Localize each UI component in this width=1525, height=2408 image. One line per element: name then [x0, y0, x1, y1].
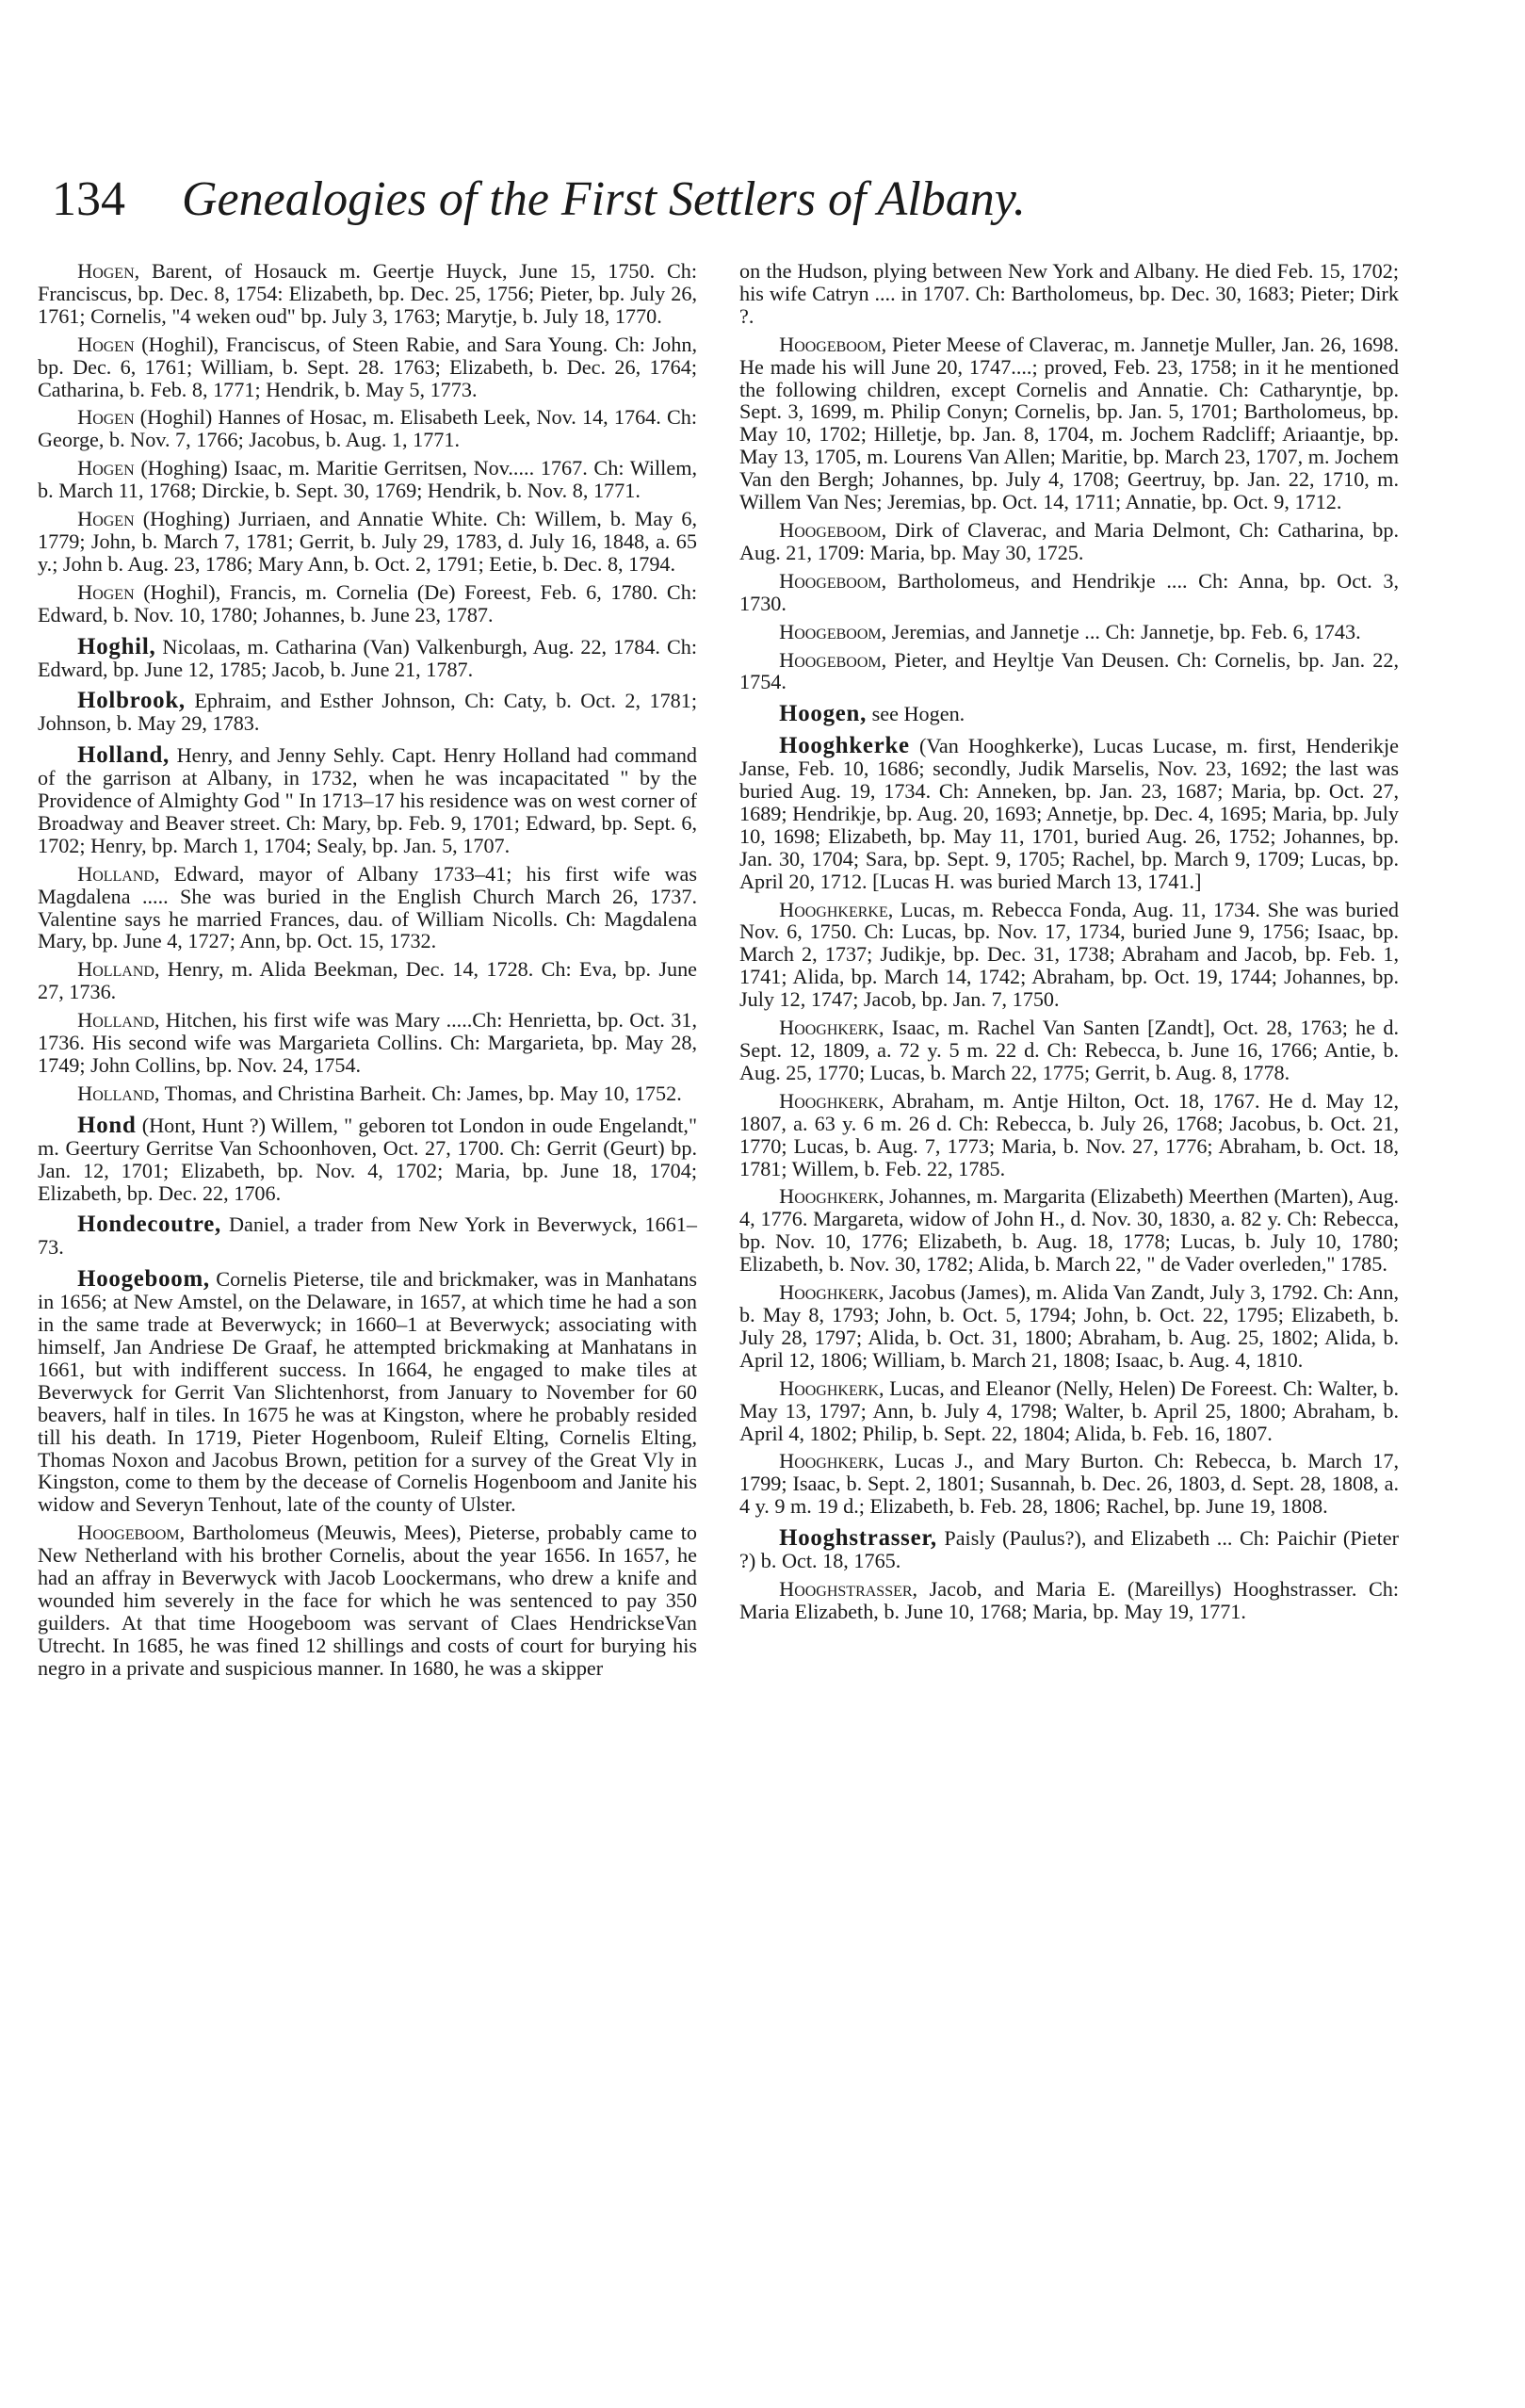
right-column	[739, 260, 1399, 1629]
entry-text: Abraham, m. Antje Hilton, Oct. 18, 1767. He d. May 12, 1807, a. 63 y. 6 m. 26 d. Ch: Rebecca, b. July 26, 1768; Jacobus, b. Oct. 21, 1770; Lucas, b. Aug. 7, 1773; Maria, b. Nov. 27, 1776; Abraham, b. Oct. 18, 1781; Willem, b. Feb. 22, 1785.	[739, 1088, 1399, 1180]
surname-heading: Holbrook,	[77, 688, 186, 714]
entry-text: (Van Hooghkerke), Lucas Lucase, m. first, Henderikje Janse, Feb. 10, 1686; secondly, Judik Marselis, Nov. 23, 1692; the last was buried Aug. 19, 1734. Ch: Anneken, bp. Jan. 23, 1687; Maria, bp. Oct. 27, 1689; Hendrikje, bp. Aug. 20, 1693; Annetje, bp. Dec. 4, 1695; Maria, bp. July 10, 1698; Elizabeth, bp. May 11, 1701, buried Aug. 26, 1752; Johannes, bp. Jan. 30, 1704; Sara, bp. Sept. 9, 1705; Rachel, bp. March 9, 1709; Lucas, bp. April 20, 1712. [Lucas H. was buried March 13, 1741.]	[739, 734, 1399, 893]
surname-heading: Hoogeboom,	[77, 1266, 210, 1293]
entry-text: Jeremias, and Jannetje ... Ch: Jannetje, bp. Feb. 6, 1743.	[891, 619, 1361, 643]
genealogy-entry	[38, 457, 697, 502]
entry-text: Edward, mayor of Albany 1733–41; his first wife was Magdalena ..... She was buried in the English Church March 26, 1737. Valentine says he married Frances, dau. of William Nicolls. Ch: Magdalena Mary, bp. June 4, 1727; Ann, bp. Oct. 15, 1732.	[38, 861, 698, 953]
entry-text: Jacob, and Maria E. (Mareillys) Hooghstrasser. Ch: Maria Elizabeth, b. June 10, 1768; Maria, bp. May 19, 1771.	[739, 1576, 1399, 1623]
entry-surname: Hoogeboom,	[779, 568, 887, 593]
genealogy-entry	[38, 958, 697, 1003]
genealogy-entry	[739, 260, 1399, 328]
surname-heading: Holland,	[77, 742, 170, 769]
entry-surname: Hogen	[77, 332, 135, 356]
entry-surname: Holland,	[77, 1081, 160, 1105]
entry-text: (Hoghil), Francis, m. Cornelia (De) Foreest, Feb. 6, 1780. Ch: Edward, b. Nov. 10, 1780; Johannes, b. June 23, 1787.	[38, 579, 697, 626]
entry-surname: Hooghkerk,	[779, 1184, 884, 1209]
entry-surname: Hogen	[77, 507, 135, 531]
surname-heading: Hooghkerke	[779, 733, 910, 759]
entry-surname: Hogen,	[77, 259, 140, 283]
entry-surname: Hooghkerk,	[779, 1088, 884, 1113]
genealogy-entry	[739, 1527, 1399, 1572]
entry-text: Lucas, m. Rebecca Fonda, Aug. 11, 1734. She was buried Nov. 6, 1750. Ch: Lucas, bp. Nov. 17, 1734, buried June 9, 1756; Isaac, bp. March 2, 1737; Judikje, bp. Dec. 31, 1738; Abraham and Jacob, bp. Feb. 1, 1741; Alida, bp. March 14, 1742; Abraham, bp. Oct. 19, 1744; Johannes, bp. July 12, 1747; Jacob, bp. Jan. 7, 1750.	[739, 897, 1400, 1012]
genealogy-entry	[38, 690, 697, 735]
genealogy-entry	[38, 581, 697, 626]
entry-text: Bartholomeus, and Hendrikje .... Ch: Anna, bp. Oct. 3, 1730.	[739, 568, 1399, 615]
entry-text: Pieter Meese of Claverac, m. Jannetje Muller, Jan. 26, 1698. He made his will June 20, 1747....; proved, Feb. 23, 1758; in it he mentioned the following children, except Cornelis and Annatie. Ch: Catharyntje, bp. Sept. 3, 1699, m. Philip Conyn; Cornelis, bp. Jan. 5, 1701; Bartholomeus, bp. May 10, 1702; Hilletje, bp. Jan. 8, 1704, m. Jochem Radcliff; Ariaantje, bp. May 13, 1705, m. Lourens Van Allen; Maritie, bp. March 23, 1707, m. Jochem Van den Bergh; Johannes, bp. July 4, 1708; Geertruy, bp. Jan. 22, 1710, m. Willem Van Nes; Jeremias, bp. Oct. 14, 1711; Annatie, bp. Oct. 9, 1712.	[739, 332, 1399, 514]
surname-heading: Hoogen,	[779, 701, 868, 727]
entry-text: Jacobus (James), m. Alida Van Zandt, July 3, 1792. Ch: Ann, b. May 8, 1793; John, b. Oct. 5, 1794; John, b. Oct. 22, 1795; Elizabeth, b. July 28, 1797; Alida, b. Oct. 31, 1800; Abraham, b. Aug. 25, 1802; Alida, b. April 12, 1806; William, b. March 21, 1808; Isaac, b. Aug. 4, 1810.	[739, 1280, 1399, 1372]
entry-surname: Hooghkerk,	[779, 1280, 884, 1305]
left-column	[38, 260, 697, 1685]
entry-surname: Hogen	[77, 579, 135, 604]
entry-text: Barent, of Hosauck m. Geertje Huyck, June 15, 1750. Ch: Franciscus, bp. Dec. 8, 1754: Elizabeth, bp. Dec. 25, 1756; Pieter, bp. July 26, 1761; Cornelis, "4 weken oud" bp. July 3, 1763; Marytje, b. July 18, 1770.	[38, 259, 698, 328]
genealogy-entry	[739, 1090, 1399, 1180]
surname-heading: Hondecoutre,	[77, 1212, 221, 1238]
entry-text: Johannes, m. Margarita (Elizabeth) Meerthen (Marten), Aug. 4, 1776. Margareta, widow of John H., d. Nov. 30, 1830, a. 82 y. Ch: Rebecca, bp. Nov. 10, 1776; Elizabeth, b. Aug. 18, 1778; Lucas, b. July 10, 1780; Elizabeth, b. Nov. 30, 1782; Alida, b. March 22, " de Vader overleden," 1785.	[739, 1184, 1399, 1277]
entry-text: Dirk of Claverac, and Maria Delmont, Ch: Catharina, bp. Aug. 21, 1709: Maria, bp. May 30, 1725.	[739, 517, 1400, 564]
entry-text: Nicolaas, m. Catharina (Van) Valkenburgh, Aug. 22, 1784. Ch: Edward, bp. June 12, 1785; Jacob, b. June 21, 1787.	[38, 634, 697, 681]
genealogy-entry	[739, 334, 1399, 513]
genealogy-entry	[739, 703, 1399, 725]
entry-surname: Hoogeboom,	[779, 332, 887, 356]
genealogy-entry	[38, 406, 697, 451]
page-number: 134	[52, 172, 125, 226]
entry-text: (Hoghing) Jurriaen, and Annatie White. Ch: Willem, b. May 6, 1779; John, b. March 7, 1781; Gerrit, b. July 29, 1783, d. July 16, 1848, a. 65 y.; John b. Aug. 23, 1786; Mary Ann, b. Oct. 2, 1791; Eetie, b. Dec. 8, 1794.	[38, 507, 698, 576]
entry-text: Paisly (Paulus?), and Elizabeth ... Ch: Paichir (Pieter ?) b. Oct. 18, 1765.	[739, 1526, 1400, 1573]
entry-text: Thomas, and Christina Barheit. Ch: James, bp. May 10, 1752.	[164, 1081, 682, 1105]
entry-text: Henry, m. Alida Beekman, Dec. 14, 1728. Ch: Eva, bp. June 27, 1736.	[38, 957, 698, 1004]
entry-surname: Hooghkerke,	[779, 897, 894, 921]
genealogy-entry	[38, 1521, 697, 1679]
entry-text: Ephraim, and Esther Johnson, Ch: Caty, b. Oct. 2, 1781; Johnson, b. May 29, 1783.	[38, 689, 698, 736]
entry-surname: Hooghkerk,	[779, 1449, 884, 1473]
entry-text: Bartholomeus (Meuwis, Mees), Pieterse, probably came to New Netherland with his brother Cornelis, about the year 1656. In 1657, he had an affray in Beverwyck with Jacob Loockermans, who drew a knife and wounded him severely in the face for which he was sentenced to pay 350 guilders. At that time Hoogeboom was servant of Claes HendrickseVan Utrecht. In 1685, he was fined 12 shillings and costs of court for burying his negro in a private and suspicious manner. In 1680, he was a skipper	[38, 1521, 697, 1680]
surname-heading: Hooghstrasser,	[779, 1525, 937, 1552]
entry-surname: Hooghkerk,	[779, 1375, 884, 1400]
entry-surname: Hoogeboom,	[779, 517, 887, 542]
page-header	[52, 171, 1210, 227]
genealogy-entry	[739, 1185, 1399, 1276]
entry-surname: Hoogeboom,	[77, 1521, 186, 1545]
entry-surname: Holland,	[77, 861, 160, 886]
entry-text: (Hont, Hunt ?) Willem, " geboren tot London in oude Engelandt," m. Geertury Gerritse Van Schoonhoven, Oct. 27, 1700. Ch: Gerrit (Geurt) bp. Jan. 12, 1701; Elizabeth, bp. Nov. 4, 1702; Maria, bp. June 18, 1704; Elizabeth, bp. Dec. 22, 1706.	[38, 1113, 698, 1205]
genealogy-entry	[739, 519, 1399, 564]
entry-surname: Hooghstrasser,	[779, 1576, 918, 1601]
entry-surname: Hogen	[77, 456, 135, 480]
genealogy-entry	[739, 570, 1399, 615]
entry-text: (Hoghil) Hannes of Hosac, m. Elisabeth Leek, Nov. 14, 1764. Ch: George, b. Nov. 7, 1766; Jacobus, b. Aug. 1, 1771.	[38, 405, 698, 452]
entry-text: Henry, and Jenny Sehly. Capt. Henry Holland had command of the garrison at Albany, in 1732, when he was incapacitated " by the Providence of Almighty God " In 1713–17 his residence was on west corner of Broadway and Beaver street. Ch: Mary, bp. Feb. 9, 1701; Edward, bp. Sept. 6, 1702; Henry, bp. March 1, 1704; Sealy, bp. Jan. 5, 1707.	[38, 743, 698, 857]
surname-heading: Hond	[77, 1112, 137, 1138]
genealogy-entry	[38, 1213, 697, 1259]
genealogy-entry	[38, 1009, 697, 1077]
entry-text: Pieter, and Heyltje Van Deusen. Ch: Cornelis, bp. Jan. 22, 1754.	[739, 647, 1400, 694]
genealogy-entry	[38, 1112, 698, 1205]
entry-surname: Hooghkerk,	[779, 1016, 884, 1040]
genealogy-entry	[739, 621, 1399, 643]
surname-heading: Hoghil,	[77, 633, 156, 659]
genealogy-entry	[739, 649, 1399, 694]
entry-surname: Holland,	[77, 1008, 160, 1033]
entry-text: Daniel, a trader from New York in Beverwyck, 1661–73.	[38, 1212, 697, 1260]
genealogy-entry	[739, 1017, 1399, 1084]
genealogy-entry	[739, 1281, 1399, 1372]
genealogy-entry	[739, 899, 1399, 1012]
entry-surname: Hoogeboom,	[779, 647, 887, 672]
entry-surname: Holland,	[77, 957, 160, 982]
entry-text: Hitchen, his first wife was Mary .....Ch: Henrietta, bp. Oct. 31, 1736. His second wife was Margarieta Collins. Ch: Margarieta, bp. May 28, 1749; John Collins, bp. Nov. 24, 1754.	[38, 1008, 698, 1077]
genealogy-entry	[739, 1578, 1399, 1623]
genealogy-entry	[739, 1377, 1399, 1445]
genealogy-entry	[38, 334, 697, 401]
genealogy-entry	[38, 744, 697, 857]
entry-surname: Hoogeboom,	[779, 619, 887, 643]
entry-text: Cornelis Pieterse, tile and brickmaker, was in Manhatans in 1656; at New Amstel, on the Delaware, in 1657, at which time he had a son in the same trade at Beverwyck; in 1660–1 at Beverwyck; associating with himself, Jan Andriese De Graaf, he attempted brickmaking at Manhatans in 1661, but with indifferent success. In 1664, he engaged to make tiles at Beverwyck for Gerrit Van Slichtenhorst, from January to November for 60 beavers, half in tiles. In 1675 he was at Kingston, where he probably resided till his death. In 1719, Pieter Hogenboom, Ruleif Elting, Cornelis Elting, Thomas Noxon and Jacobus Brown, petition for a survey of the Great Vly in Kingston, come to them by the decease of Cornelis Hogenboom and Janite his widow and Severyn Tenhout, late of the county of Ulster.	[38, 1267, 697, 1517]
entry-text: see Hogen.	[871, 702, 965, 726]
genealogy-entry	[739, 1450, 1399, 1518]
entry-surname: Hogen	[77, 405, 135, 430]
genealogy-entry	[38, 863, 697, 953]
genealogy-entry	[38, 260, 697, 328]
genealogy-entry	[38, 633, 697, 681]
entry-text: Lucas, and Eleanor (Nelly, Helen) De Foreest. Ch: Walter, b. May 13, 1797; Ann, b. July 4, 1798; Walter, b. April 25, 1800; Abraham, b. April 4, 1802; Philip, b. Sept. 22, 1804; Alida, b. Feb. 16, 1807.	[739, 1375, 1400, 1445]
genealogy-entry	[38, 1082, 697, 1105]
running-title: Genealogies of the First Settlers of Albany.	[182, 172, 1026, 226]
entry-text: Lucas J., and Mary Burton. Ch: Rebecca, b. March 17, 1799; Isaac, b. Sept. 2, 1801; Susannah, b. Dec. 26, 1803, d. Sept. 28, 1808, a. 4 y. 9 m. 19 d.; Elizabeth, b. Feb. 28, 1806; Rachel, bp. June 19, 1808.	[739, 1449, 1400, 1519]
genealogy-entry	[38, 508, 697, 576]
entry-text: (Hoghing) Isaac, m. Maritie Gerritsen, Nov..... 1767. Ch: Willem, b. March 11, 1768; Dirckie, b. Sept. 30, 1769; Hendrik, b. Nov. 8, 1771.	[38, 456, 697, 503]
genealogy-entry	[739, 735, 1399, 892]
entry-text: Isaac, m. Rachel Van Santen [Zandt], Oct. 28, 1763; he d. Sept. 12, 1809, a. 72 y. 5 m. 22 d. Ch: Rebecca, b. June 16, 1766; Antie, b. Aug. 25, 1770; Lucas, b. March 22, 1775; Gerrit, b. Aug. 8, 1778.	[739, 1016, 1400, 1084]
genealogy-entry	[38, 1268, 697, 1516]
entry-text: (Hoghil), Franciscus, of Steen Rabie, and Sara Young. Ch: John, bp. Dec. 6, 1761; William, b. Sept. 28. 1763; Elizabeth, b. Dec. 26, 1764; Catharina, b. Feb. 8, 1771; Hendrik, b. May 5, 1773.	[38, 332, 698, 401]
entry-text: on the Hudson, plying between New York and Albany. He died Feb. 15, 1702; his wife Catryn .... in 1707. Ch: Bartholomeus, bp. Dec. 30, 1683; Pieter; Dirk ?.	[739, 259, 1399, 328]
